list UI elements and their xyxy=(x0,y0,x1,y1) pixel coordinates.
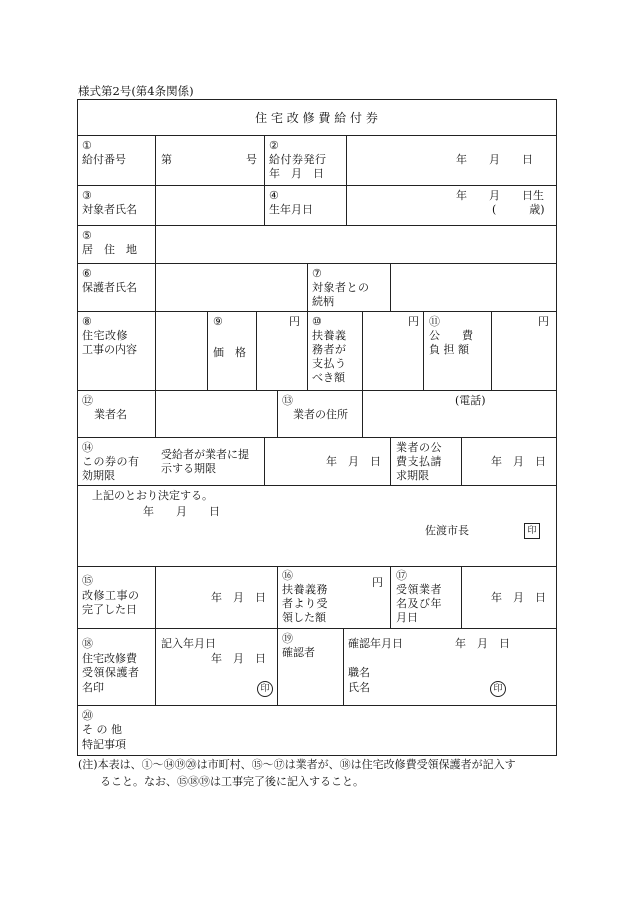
work-content-label: 住宅改修 xyxy=(82,329,128,342)
cell-14-number: ⑭ xyxy=(82,441,93,454)
support-payer-unit: 円 xyxy=(408,315,419,328)
confirm-date-label: 確認年月日 xyxy=(348,637,403,650)
public-burden-label-2: 負 担 額 xyxy=(429,343,469,356)
birth-date-label: 生年月日 xyxy=(269,203,313,216)
cell-2-number: ② xyxy=(269,139,279,152)
confirmer-name-label: 氏名 xyxy=(348,681,370,694)
footnote-line-2: ること。なお、⑮⑱⑲は工事完了後に記入すること。 xyxy=(100,775,364,788)
cell-20-number: ⑳ xyxy=(82,709,93,722)
remarks-label-2: 特記事項 xyxy=(82,738,126,751)
issue-date-label-2: 年 月 日 xyxy=(269,167,324,180)
post-label: 職名 xyxy=(348,666,370,679)
cell-13-number: ⑬ xyxy=(282,394,293,407)
cell-5-number: ⑤ xyxy=(82,229,92,242)
receiving-contractor-label-3: 月日 xyxy=(396,611,418,624)
cell-7-number: ⑦ xyxy=(312,267,322,280)
remarks-label-1: そ の 他 xyxy=(82,723,122,736)
receiving-contractor-date: 年 月 日 xyxy=(491,591,546,604)
entry-date-value: 年 月 日 xyxy=(211,652,266,665)
cell-15-number: ⑮ xyxy=(82,574,93,587)
claim-deadline-label-1: 業者の公 xyxy=(396,441,442,454)
cell-3-number: ③ xyxy=(82,189,92,202)
age-value: ( 歳) xyxy=(492,203,545,216)
received-amount-unit: 円 xyxy=(372,576,383,589)
received-amount-label-3: 領した額 xyxy=(282,611,326,624)
support-payer-label-3: 支払う xyxy=(312,357,347,370)
completion-date-value: 年 月 日 xyxy=(211,591,266,604)
claim-deadline-date: 年 月 日 xyxy=(491,455,546,468)
form-reference: 様式第2号(第4条関係) xyxy=(78,84,194,98)
price-unit: 円 xyxy=(289,315,300,328)
birth-date-value: 年 月 日生 xyxy=(456,189,544,202)
cell-18-number: ⑱ xyxy=(82,637,93,650)
presentation-deadline-label-2: 示する期限 xyxy=(161,462,216,475)
residence-label: 居 住 地 xyxy=(82,243,137,256)
footnote-line-1: (注)本表は、①～⑭⑲⑳は市町村、⑮～⑰は業者が、⑱は住宅改修費受領保護者が記入す xyxy=(78,758,516,771)
decision-date: 年 月 日 xyxy=(143,505,220,518)
guardian-seal-label-3: 名印 xyxy=(82,681,104,694)
work-content-label-2: 工事の内容 xyxy=(82,343,137,356)
confirmer-label: 確認者 xyxy=(282,646,315,659)
entry-date-label: 記入年月日 xyxy=(161,637,216,650)
issue-date-value: 年 月 日 xyxy=(456,153,533,166)
claim-deadline-label-2: 費支払請 xyxy=(396,455,442,468)
mayor-seal-mark: 印 xyxy=(524,523,540,539)
relationship-label-2: 続柄 xyxy=(312,295,334,308)
cell-17-number: ⑰ xyxy=(396,569,407,582)
price-label: 価 格 xyxy=(213,346,246,359)
cell-6-number: ⑥ xyxy=(82,267,92,280)
cell-8-number: ⑧ xyxy=(82,315,92,328)
contractor-name-label: 業者名 xyxy=(94,408,127,421)
presentation-deadline-label-1: 受給者が業者に提 xyxy=(161,448,249,461)
presentation-deadline-date: 年 月 日 xyxy=(326,455,381,468)
completion-date-label-1: 改修工事の xyxy=(82,589,140,602)
received-amount-label-2: 者より受 xyxy=(282,597,328,610)
guardian-seal-mark: 印 xyxy=(257,681,273,697)
guardian-seal-label-1: 住宅改修費 xyxy=(82,652,137,665)
cell-16-number: ⑯ xyxy=(282,569,293,582)
public-burden-label-1: 公 費 xyxy=(429,329,473,342)
completion-date-label-2: 完了した日 xyxy=(82,603,137,616)
receiving-contractor-label-2: 名及び年 xyxy=(396,597,442,610)
cell-12-number: ⑫ xyxy=(82,394,93,407)
form-title: 住 宅 改 修 費 給 付 券 xyxy=(255,111,378,125)
issue-date-label: 給付券発行 xyxy=(269,153,327,166)
support-payer-label-1: 扶養義 xyxy=(312,329,347,342)
cell-10-number: ⑩ xyxy=(312,315,322,328)
benefit-number-suffix: 号 xyxy=(246,153,257,166)
cell-9-number: ⑨ xyxy=(213,315,223,328)
cell-11-number: ⑪ xyxy=(429,315,440,328)
support-payer-label-2: 務者が xyxy=(312,343,347,356)
contractor-address-label: 業者の住所 xyxy=(293,408,348,421)
receiving-contractor-label-1: 受領業者 xyxy=(396,583,442,596)
validity-label-2: 効期限 xyxy=(82,469,115,482)
cell-4-number: ④ xyxy=(269,189,279,202)
relationship-label: 対象者との xyxy=(312,281,370,294)
cell-1-number: ① xyxy=(82,139,92,152)
support-payer-label-4: べき額 xyxy=(312,371,345,384)
public-burden-unit: 円 xyxy=(538,315,549,328)
guardian-name-label: 保護者氏名 xyxy=(82,281,137,294)
benefit-number-prefix: 第 xyxy=(161,153,172,166)
validity-label-1: この券の有 xyxy=(82,455,140,468)
confirm-date-value: 年 月 日 xyxy=(455,637,510,650)
confirmer-seal-mark: 印 xyxy=(490,681,506,697)
decision-text: 上記のとおり決定する。 xyxy=(92,489,213,502)
claim-deadline-label-3: 求期限 xyxy=(396,469,429,482)
mayor-title: 佐渡市長 xyxy=(425,524,469,537)
benefit-number-label: 給付番号 xyxy=(82,153,126,166)
recipient-name-label: 対象者氏名 xyxy=(82,203,137,216)
received-amount-label-1: 扶養義務 xyxy=(282,583,328,596)
guardian-seal-label-2: 受領保護者 xyxy=(82,666,140,679)
phone-label: (電話) xyxy=(455,394,486,407)
cell-19-number: ⑲ xyxy=(282,632,293,645)
